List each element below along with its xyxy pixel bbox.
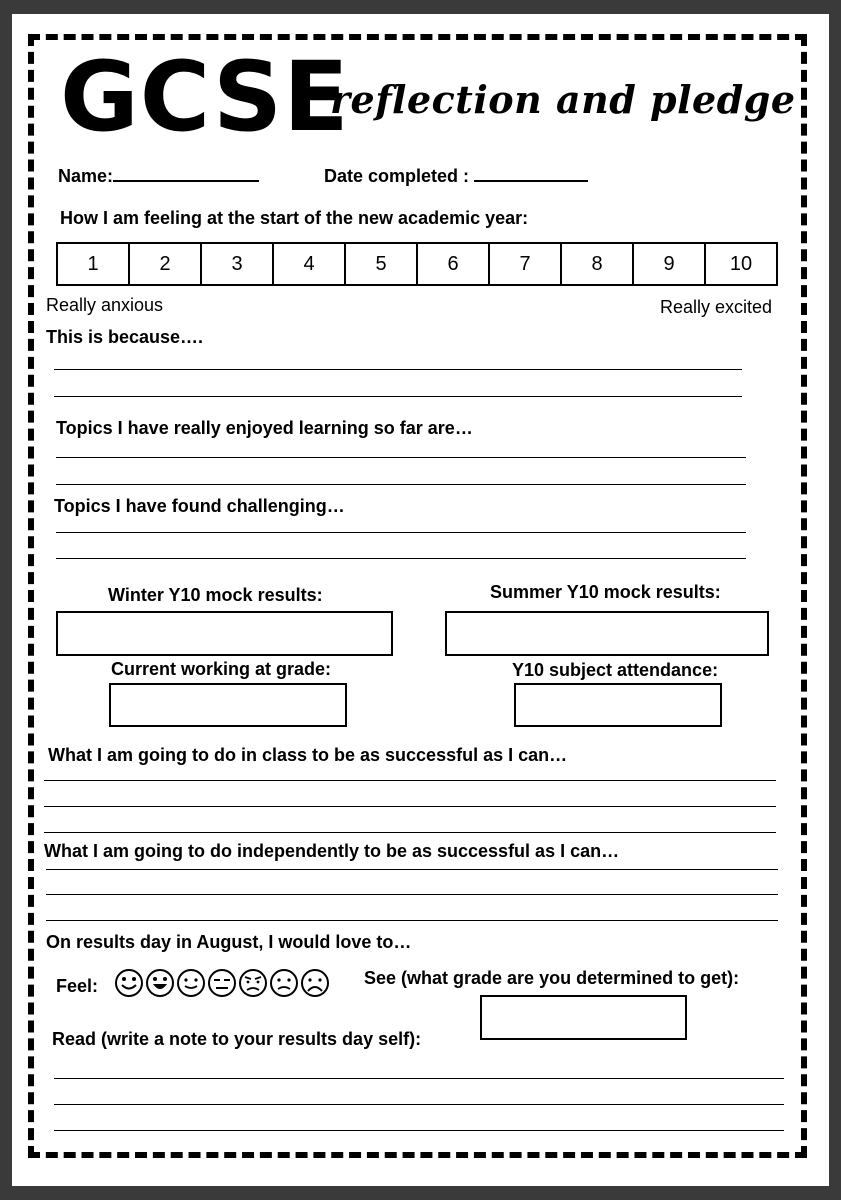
name-label: Name: [58, 166, 114, 186]
enjoyed-line-1[interactable] [56, 457, 746, 458]
class-pledge-label: What I am going to do in class to be as successful as I can… [48, 745, 568, 765]
scale-high-label: Really excited [660, 297, 773, 317]
scale-cell-1[interactable]: 1 [58, 244, 130, 284]
page-title: GCSE [60, 41, 350, 153]
class-pledge-line-2[interactable] [44, 806, 776, 807]
date-fill-line[interactable] [474, 164, 588, 182]
challenging-line-1[interactable] [56, 532, 746, 533]
neutral-face-icon[interactable] [207, 968, 237, 998]
current-grade-label: Current working at grade: [111, 659, 332, 679]
scale-low-label: Really anxious [46, 295, 164, 315]
name-fill-line[interactable] [113, 164, 259, 182]
results-day-heading: On results day in August, I would love to… [46, 932, 412, 952]
current-grade-box[interactable] [109, 683, 347, 727]
summer-mock-label: Summer Y10 mock results: [490, 582, 721, 602]
because-line-1[interactable] [54, 369, 742, 370]
date-label: Date completed : [324, 166, 470, 186]
scale-cell-4[interactable]: 4 [274, 244, 346, 284]
scale-cell-10[interactable]: 10 [729, 252, 753, 275]
scale-cell-7[interactable]: 7 [490, 244, 562, 284]
frown-face-icon[interactable] [300, 968, 330, 998]
smile-face-icon[interactable] [176, 968, 206, 998]
scale-cell-9[interactable]: 9 [634, 244, 706, 284]
winter-mock-box[interactable] [56, 611, 393, 656]
name-field[interactable] [58, 164, 259, 187]
scale-cell-3[interactable]: 3 [202, 244, 274, 284]
read-line-1[interactable] [54, 1078, 784, 1079]
challenging-line-2[interactable] [56, 558, 746, 559]
independent-pledge-line-3[interactable] [46, 920, 778, 921]
independent-pledge-line-1[interactable] [46, 869, 778, 870]
because-line-2[interactable] [54, 396, 742, 397]
attendance-box[interactable] [514, 683, 722, 727]
feeling-scale [56, 242, 778, 286]
summer-mock-box[interactable] [445, 611, 769, 656]
feeling-question: How I am feeling at the start of the new academic year: [60, 208, 529, 228]
see-label: See (what grade are you determined to get): [364, 968, 740, 988]
annoyed-face-icon[interactable] [238, 968, 268, 998]
sad-face-icon[interactable] [269, 968, 299, 998]
read-line-3[interactable] [54, 1130, 784, 1131]
read-line-2[interactable] [54, 1104, 784, 1105]
see-grade-box[interactable] [480, 995, 687, 1040]
enjoyed-label: Topics I have really enjoyed learning so far are… [56, 418, 473, 438]
scale-cell-5[interactable]: 5 [346, 244, 418, 284]
page-subtitle: reflection and pledge [330, 77, 796, 122]
winter-mock-label: Winter Y10 mock results: [108, 585, 323, 605]
scale-cell-8[interactable]: 8 [562, 244, 634, 284]
independent-pledge-line-2[interactable] [46, 894, 778, 895]
feel-faces-row [114, 968, 330, 998]
class-pledge-line-1[interactable] [44, 780, 776, 781]
challenging-label: Topics I have found challenging… [54, 496, 345, 516]
date-field[interactable] [324, 164, 588, 187]
feel-label: Feel: [56, 976, 99, 996]
independent-pledge-label: What I am going to do independently to be as successful as I can… [44, 841, 620, 861]
scale-cell-6[interactable]: 6 [418, 244, 490, 284]
attendance-label: Y10 subject attendance: [512, 660, 719, 680]
enjoyed-line-2[interactable] [56, 484, 746, 485]
big-smile-face-icon[interactable] [145, 968, 175, 998]
grinning-face-icon[interactable] [114, 968, 144, 998]
scale-cell-2[interactable]: 2 [130, 244, 202, 284]
because-label: This is because…. [46, 327, 204, 347]
read-label: Read (write a note to your results day self): [52, 1029, 422, 1049]
class-pledge-line-3[interactable] [44, 832, 776, 833]
